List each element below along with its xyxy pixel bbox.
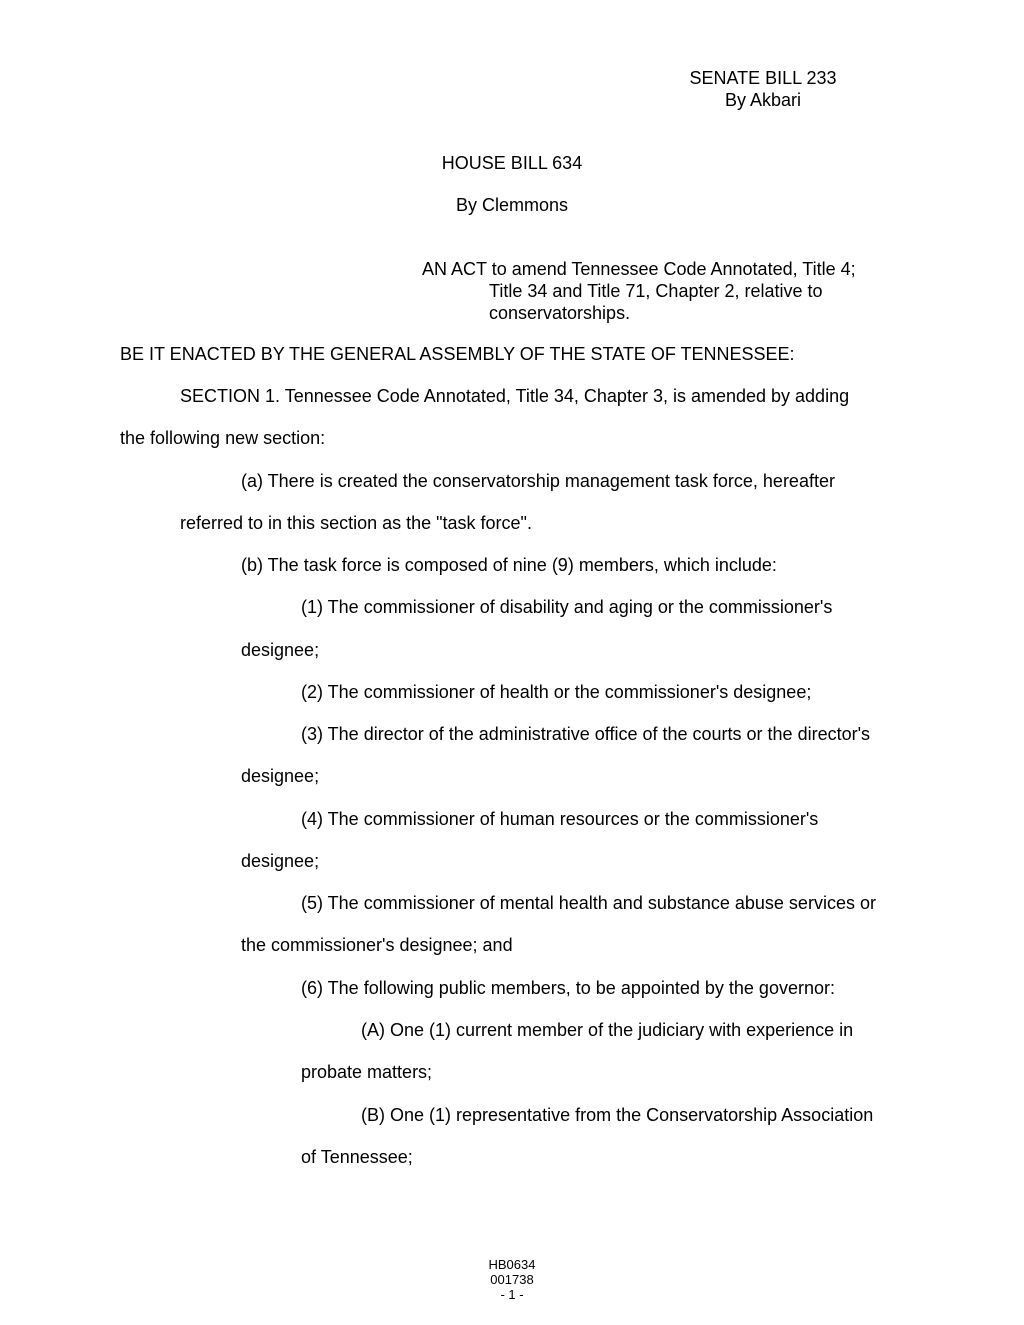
subsection-a-line-1: (a) There is created the conservatorship management task force, hereafter xyxy=(241,471,835,491)
caption-line-3: conservatorships. xyxy=(489,303,631,323)
subsection-a-line-2: referred to in this section as the "task force". xyxy=(180,513,532,533)
item-2-line-1: (2) The commissioner of health or the commissioner's designee; xyxy=(301,682,812,702)
item-6-line-1: (6) The following public members, to be appointed by the governor: xyxy=(301,978,835,998)
senate-bill-number: SENATE BILL 233 xyxy=(689,68,837,88)
item-4-line-2: designee; xyxy=(241,851,320,871)
caption-line-2: Title 34 and Title 71, Chapter 2, relative to xyxy=(489,281,823,301)
footer-bill-code: HB0634 xyxy=(488,1257,536,1272)
item-3-line-1: (3) The director of the administrative office of the courts or the director's xyxy=(301,724,871,744)
house-bill-number: HOUSE BILL 634 xyxy=(441,153,583,173)
subsection-b-line-1: (b) The task force is composed of nine (9) members, which include: xyxy=(241,555,777,575)
item-5-line-1: (5) The commissioner of mental health and substance abuse services or xyxy=(301,893,876,913)
item-1-line-2: designee; xyxy=(241,640,320,660)
footer-page-number: - 1 - xyxy=(500,1287,524,1302)
item-5-line-2: the commissioner's designee; and xyxy=(241,935,513,955)
caption-line-1: AN ACT to amend Tennessee Code Annotated, Title 4; xyxy=(422,259,856,279)
section-1-line-1: SECTION 1. Tennessee Code Annotated, Title 34, Chapter 3, is amended by adding xyxy=(180,386,850,406)
item-6B-line-1: (B) One (1) representative from the Conservatorship Association xyxy=(361,1105,874,1125)
enacting-clause: BE IT ENACTED BY THE GENERAL ASSEMBLY OF THE STATE OF TENNESSEE: xyxy=(120,344,795,364)
item-4-line-1: (4) The commissioner of human resources or the commissioner's xyxy=(301,809,819,829)
item-3-line-2: designee; xyxy=(241,766,320,786)
item-6A-line-1: (A) One (1) current member of the judiciary with experience in xyxy=(361,1020,854,1040)
item-1-line-1: (1) The commissioner of disability and aging or the commissioner's xyxy=(301,597,833,617)
item-6B-line-2: of Tennessee; xyxy=(301,1147,413,1167)
item-6A-line-2: probate matters; xyxy=(301,1062,433,1082)
senate-sponsor: By Akbari xyxy=(724,90,802,110)
section-1-line-2: the following new section: xyxy=(120,428,326,448)
footer-doc-number: 001738 xyxy=(490,1272,534,1287)
house-sponsor: By Clemmons xyxy=(455,195,569,215)
